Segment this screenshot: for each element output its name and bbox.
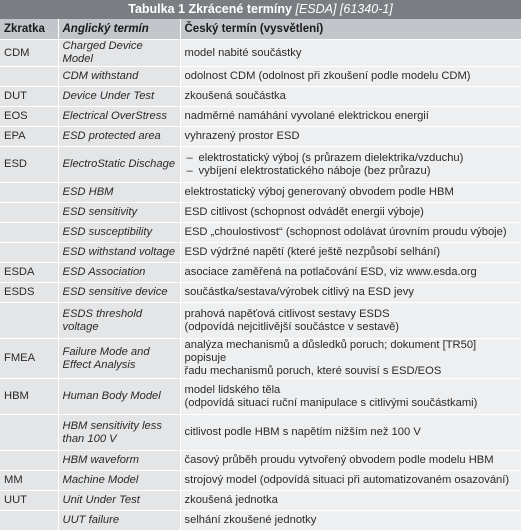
row-english-term: Device Under Test — [58, 87, 180, 107]
row-abbreviation — [0, 203, 58, 223]
row-czech-term — [180, 303, 521, 339]
row-english-term: ESD withstand voltage — [58, 243, 180, 263]
row-abbreviation: ESDS — [0, 283, 58, 303]
row-english-term: CDM withstand — [58, 67, 180, 87]
row-czech-term — [180, 339, 521, 379]
bullet-list — [185, 152, 517, 178]
row-english-term: Machine Model — [58, 471, 180, 491]
row-czech-term: strojový model (odpovídá situaci při automatizovaném osazování) — [180, 471, 521, 491]
table-row — [0, 40, 521, 67]
row-english-term: ElectroStatic Dischage — [58, 147, 180, 183]
terms-table — [0, 19, 521, 531]
row-abbreviation: UUT — [0, 491, 58, 511]
table-row — [0, 107, 521, 127]
header-english-term: Anglický termín — [58, 19, 180, 40]
row-english-term: ESDS threshold voltage — [58, 303, 180, 339]
table-title — [0, 0, 521, 19]
table-row — [0, 491, 521, 511]
table-row — [0, 471, 521, 491]
row-english-term: Electrical OverStress — [58, 107, 180, 127]
row-abbreviation: DUT — [0, 87, 58, 107]
row-abbreviation — [0, 183, 58, 203]
row-english-term: ESD susceptibility — [58, 223, 180, 243]
row-english-term: HBM waveform — [58, 451, 180, 471]
row-abbreviation: FMEA — [0, 339, 58, 379]
table-row — [0, 379, 521, 415]
row-english-term: ESD sensitivity — [58, 203, 180, 223]
czech-term-line: (odpovídá situaci ruční manipulace s citlivými součástkami) — [184, 396, 478, 409]
row-czech-term: ESD „choulostivost“ (schopnost odolávat úrovním proudu výboje) — [180, 223, 521, 243]
table-title-main: Tabulka 1 Zkrácené termíny — [128, 2, 292, 16]
row-abbreviation — [0, 67, 58, 87]
header-abbreviation: Zkratka — [0, 19, 58, 40]
row-czech-term — [180, 147, 521, 183]
row-czech-term: časový průběh proudu vytvořený obvodem podle modelu HBM — [180, 451, 521, 471]
row-english-term: Human Body Model — [58, 379, 180, 415]
czech-term-line: analýza mechanismů a důsledků poruch; dokument [TR50] popisuje — [184, 339, 477, 364]
table-row — [0, 223, 521, 243]
table-row — [0, 415, 521, 451]
table-row — [0, 67, 521, 87]
row-czech-term: nadměrné namáhání vyvolané elektrickou energií — [180, 107, 521, 127]
row-english-term: Charged Device Model — [58, 40, 180, 67]
row-english-term: ESD sensitive device — [58, 283, 180, 303]
row-abbreviation: CDM — [0, 40, 58, 67]
row-english-term: HBM sensitivity less than 100 V — [58, 415, 180, 451]
table-row — [0, 303, 521, 339]
table-row — [0, 203, 521, 223]
row-abbreviation: ESD — [0, 147, 58, 183]
row-english-term: ESD HBM — [58, 183, 180, 203]
table-row — [0, 451, 521, 471]
czech-term-line: prahová napěťová citlivost sestavy ESDS — [184, 307, 390, 320]
row-abbreviation — [0, 303, 58, 339]
row-czech-term: odolnost CDM (odolnost při zkoušení podle modelu CDM) — [180, 67, 521, 87]
bullet-item: – elektrostatický výboj (s průrazem dielektrika/vzduchu) — [185, 152, 517, 165]
table-row — [0, 263, 521, 283]
row-abbreviation: EOS — [0, 107, 58, 127]
row-abbreviation: ESDA — [0, 263, 58, 283]
table-title-reference: [ESDA] [61340-1] — [295, 2, 393, 16]
row-abbreviation — [0, 511, 58, 531]
row-abbreviation: HBM — [0, 379, 58, 415]
row-abbreviation — [0, 243, 58, 263]
table-row — [0, 243, 521, 263]
row-english-term: Unit Under Test — [58, 491, 180, 511]
row-czech-term: elektrostatický výboj generovaný obvodem podle HBM — [180, 183, 521, 203]
table-row — [0, 511, 521, 531]
czech-term-line: model lidského těla — [184, 383, 281, 396]
row-english-term: UUT failure — [58, 511, 180, 531]
czech-term-line: řadu mechanismů poruch, které souvisí s ESD/EOS — [184, 365, 442, 377]
header-czech-term: Český termín (vysvětlení) — [180, 19, 521, 40]
table-row — [0, 87, 521, 107]
row-czech-term: součástka/sestava/výrobek citlivý na ESD jevy — [180, 283, 521, 303]
row-czech-term: model nabité součástky — [180, 40, 521, 67]
row-english-term: ESD protected area — [58, 127, 180, 147]
row-czech-term: asociace zaměřená na potlačování ESD, viz www.esda.org — [180, 263, 521, 283]
row-czech-term: ESD výdržné napětí (které ještě nezpůsobí selhání) — [180, 243, 521, 263]
row-abbreviation: MM — [0, 471, 58, 491]
table-row — [0, 183, 521, 203]
row-czech-term: vyhrazený prostor ESD — [180, 127, 521, 147]
bullet-item: – vybíjení elektrostatického náboje (bez průrazu) — [185, 165, 517, 178]
row-abbreviation — [0, 451, 58, 471]
table-header-row — [0, 19, 521, 40]
table-row — [0, 147, 521, 183]
table-row — [0, 127, 521, 147]
row-czech-term: zkoušená součástka — [180, 87, 521, 107]
table-row — [0, 339, 521, 379]
row-abbreviation — [0, 223, 58, 243]
row-czech-term: citlivost podle HBM s napětím nižším než 100 V — [180, 415, 521, 451]
row-czech-term — [180, 379, 521, 415]
czech-term-line: (odpovídá nejcitlivější součástce v sestavě) — [184, 320, 400, 333]
row-abbreviation — [0, 415, 58, 451]
row-czech-term: ESD citlivost (schopnost odvádět energii výboje) — [180, 203, 521, 223]
row-english-term: Failure Mode and Effect Analysis — [58, 339, 180, 379]
row-czech-term: selhání zkoušené jednotky — [180, 511, 521, 531]
table-row — [0, 283, 521, 303]
row-czech-term: zkoušená jednotka — [180, 491, 521, 511]
row-english-term: ESD Association — [58, 263, 180, 283]
row-abbreviation: EPA — [0, 127, 58, 147]
